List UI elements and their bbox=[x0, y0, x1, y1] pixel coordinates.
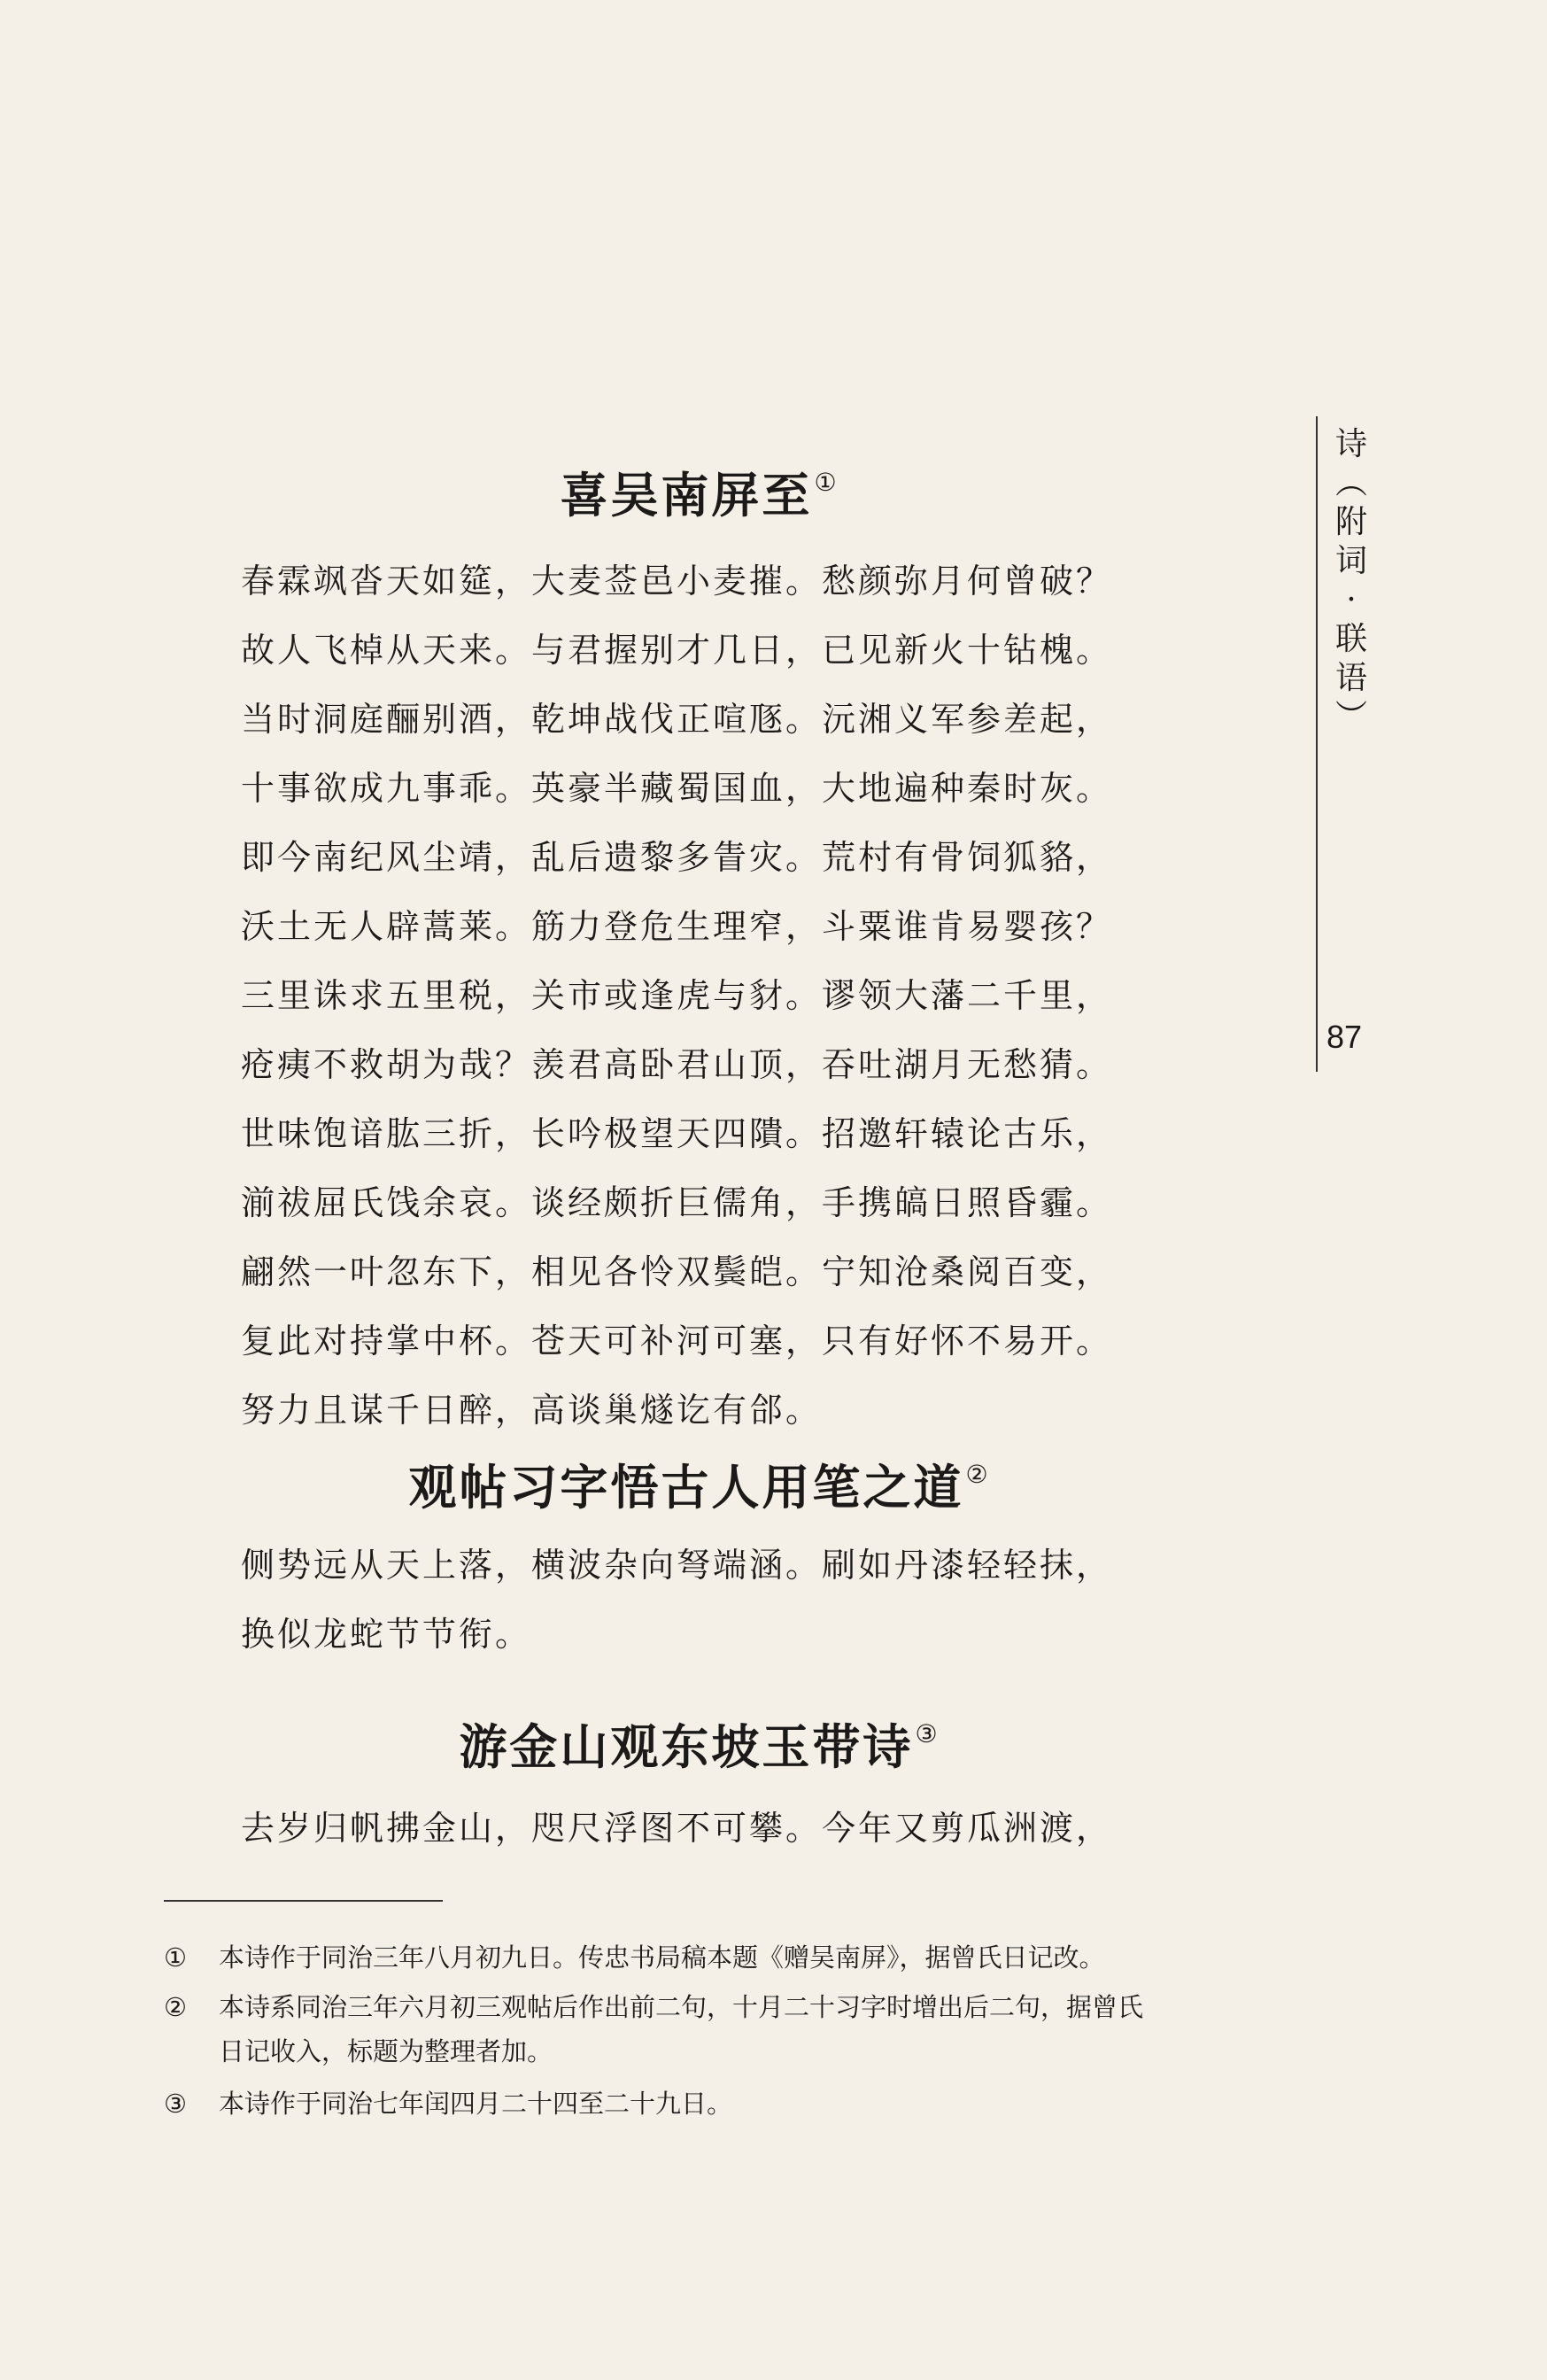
header-char: 诗 bbox=[1334, 426, 1367, 462]
verse-line: 努力且谋千日醉，高谈巢燧讫有郃。 bbox=[241, 1391, 823, 1430]
header-char: ︵ bbox=[1334, 465, 1367, 501]
poem-title-text: 喜吴南屏至 bbox=[560, 467, 813, 523]
footnote-ref: ② bbox=[965, 1460, 991, 1489]
header-char: 语 bbox=[1334, 660, 1367, 696]
verse-line: 当时洞庭酾别酒，乾坤战伐正喧豗。沅湘义军参差起， bbox=[241, 700, 1113, 739]
poem-title-text: 游金山观东坡玉带诗 bbox=[459, 1718, 914, 1775]
footnote-mark: ② bbox=[164, 1992, 187, 2022]
footnote bbox=[164, 2082, 1297, 2126]
verse-line: 换似龙蛇节节衔。 bbox=[241, 1615, 532, 1654]
verse-line: 湔祓屈氏饯余哀。谈经颇折巨儒角，手携皜日照昏霾。 bbox=[241, 1183, 1113, 1222]
verse-line: 翩然一叶忽东下，相见各怜双鬓皑。宁知沧桑阅百变， bbox=[241, 1252, 1113, 1291]
header-char: 词 bbox=[1334, 543, 1367, 579]
footnote-text: 本诗作于同治七年闰四月二十四至二十九日。 bbox=[219, 2089, 733, 2119]
poem-title-text: 观帖习字悟古人用笔之道 bbox=[408, 1459, 964, 1516]
footnote-mark: ③ bbox=[164, 2089, 187, 2119]
page-number: 87 bbox=[1327, 1019, 1363, 1055]
header-char: ︶ bbox=[1334, 699, 1367, 735]
verse-line: 三里诛求五里税，关市或逢虎与豺。谬领大藩二千里， bbox=[241, 976, 1113, 1015]
side-rule bbox=[1316, 416, 1318, 1072]
verse-line: 复此对持掌中杯。苍天可补河可塞，只有好怀不易开。 bbox=[241, 1322, 1113, 1361]
footnote-ref: ① bbox=[814, 468, 839, 497]
header-char: 附 bbox=[1334, 504, 1367, 540]
footnote bbox=[164, 1985, 1297, 2074]
verse-line: 疮痍不救胡为哉？羡君高卧君山顶，吞吐湖月无愁猜。 bbox=[241, 1045, 1113, 1084]
footnote-rule bbox=[164, 1900, 443, 1902]
poem-title bbox=[221, 1448, 1178, 1514]
verse-line: 春霖飒沓天如筵，大麦莶邑小麦摧。愁颜弥月何曾破？ bbox=[241, 562, 1113, 601]
header-char: 联 bbox=[1334, 621, 1367, 657]
verse-line: 沃土无人辟蒿莱。筋力登危生理窄，斗粟谁肯易婴孩？ bbox=[241, 907, 1113, 946]
running-header bbox=[1325, 425, 1378, 737]
verse-line: 故人飞棹从天来。与君握别才几日，已见新火十钻槐。 bbox=[241, 631, 1113, 670]
footnote-mark: ① bbox=[164, 1942, 187, 1973]
footnote-ref: ③ bbox=[915, 1719, 940, 1748]
footnote-text: 本诗作于同治三年八月初九日。传忠书局稿本题《赠吴南屏》，据曾氏日记改。 bbox=[219, 1942, 1105, 1973]
verse-line: 侧势远从天上落，横波杂向弩端涵。刷如丹漆轻轻抹， bbox=[241, 1546, 1113, 1585]
poem-title bbox=[221, 456, 1178, 522]
footnote-text: 本诗系同治三年六月初三观帖后作出前二句，十月二十习字时增出后二句，据曾氏 bbox=[219, 1992, 1144, 2022]
footnote bbox=[164, 1935, 1297, 1980]
verse-line: 去岁归帆拂金山，咫尺浮图不可攀。今年又剪瓜洲渡， bbox=[241, 1809, 1113, 1848]
poem-title bbox=[221, 1708, 1178, 1773]
footnote-continuation: 日记收入，标题为整理者加。 bbox=[219, 2036, 553, 2066]
verse-line: 十事欲成九事乖。英豪半藏蜀国血，大地遍种秦时灰。 bbox=[241, 769, 1113, 808]
verse-line: 世味饱谙肱三折，长吟极望天四隤。招邀轩辕论古乐， bbox=[241, 1114, 1113, 1153]
header-char: · bbox=[1346, 582, 1357, 618]
verse-line: 即今南纪风尘靖，乱后遗黎多眚灾。荒村有骨饲狐貉， bbox=[241, 838, 1113, 877]
